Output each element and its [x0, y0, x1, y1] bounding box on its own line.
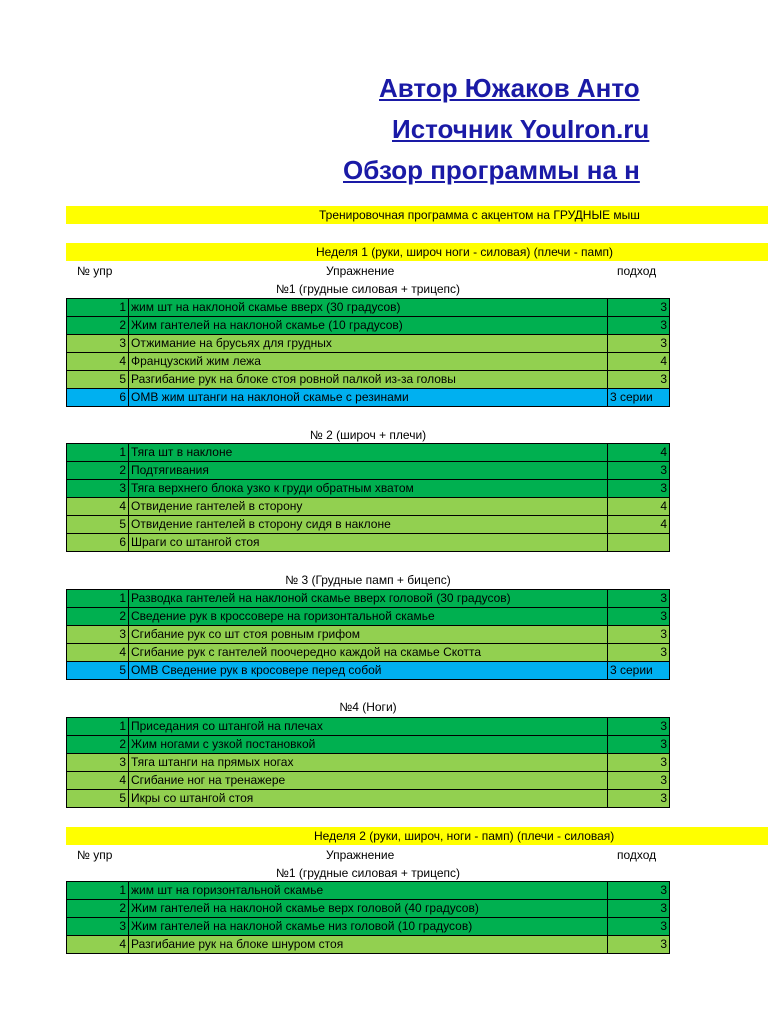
exercise-name: Французский жим лежа	[129, 353, 608, 371]
exercise-sets: 4	[608, 444, 670, 462]
review-link[interactable]: Обзор программы на н	[343, 155, 640, 185]
exercise-sets: 4	[608, 498, 670, 516]
table-row	[67, 626, 670, 644]
table-row	[67, 900, 670, 918]
exercise-number: 2	[67, 317, 129, 335]
col-header-num: № упр	[77, 264, 113, 278]
table-row	[67, 462, 670, 480]
exercise-number: 4	[67, 936, 129, 954]
exercise-number: 3	[67, 918, 129, 936]
table-row	[67, 662, 670, 680]
exercise-number: 4	[67, 353, 129, 371]
group-title: №1 (грудные силовая + трицепс)	[275, 282, 461, 296]
table-row	[67, 736, 670, 754]
exercise-sets: 3	[608, 736, 670, 754]
exercise-name: Жим гантелей на наклоной скамье верх головой (40 градусов)	[129, 900, 608, 918]
exercise-sets: 3	[608, 371, 670, 389]
exercise-number: 5	[67, 371, 129, 389]
exercise-number: 1	[67, 299, 129, 317]
table-row	[67, 754, 670, 772]
table-row	[67, 790, 670, 808]
exercise-number: 1	[67, 718, 129, 736]
exercise-number: 1	[67, 882, 129, 900]
exercise-name: Сведение рук в кроссовере на горизонтальной скамье	[129, 608, 608, 626]
week-1-title: Неделя 1 (руки, широч ноги - силовая) (плечи - памп)	[316, 245, 613, 259]
exercise-sets: 3	[608, 882, 670, 900]
exercise-sets: 3	[608, 590, 670, 608]
author-link[interactable]: Автор Южаков Анто	[379, 73, 640, 103]
exercise-sets: 3	[608, 918, 670, 936]
exercise-number: 4	[67, 498, 129, 516]
table-row	[67, 718, 670, 736]
table-row	[67, 590, 670, 608]
table-row	[67, 534, 670, 552]
exercise-name: Тяга штанги на прямых ногах	[129, 754, 608, 772]
exercise-number: 1	[67, 444, 129, 462]
exercise-name: Подтягивания	[129, 462, 608, 480]
table-row	[67, 299, 670, 317]
exercise-table	[66, 589, 670, 680]
exercise-number: 2	[67, 900, 129, 918]
table-row	[67, 918, 670, 936]
exercise-sets: 3	[608, 608, 670, 626]
table-row	[67, 353, 670, 371]
week-2-title: Неделя 2 (руки, широч, ноги - памп) (плечи - силовая)	[314, 829, 615, 843]
exercise-sets: 3	[608, 790, 670, 808]
exercise-name: Сгибание рук со шт стоя ровным грифом	[129, 626, 608, 644]
exercise-number: 4	[67, 644, 129, 662]
exercise-number: 5	[67, 662, 129, 680]
table-row	[67, 371, 670, 389]
table-row	[67, 936, 670, 954]
exercise-sets: 3	[608, 936, 670, 954]
group-title: № 3 (Грудные памп + бицепс)	[285, 573, 451, 587]
exercise-number: 5	[67, 790, 129, 808]
exercise-sets: 4	[608, 516, 670, 534]
exercise-number: 3	[67, 626, 129, 644]
table-row	[67, 480, 670, 498]
col-header-sets: подход	[617, 848, 657, 862]
exercise-sets: 3	[608, 299, 670, 317]
group-title: №1 (грудные силовая + трицепс)	[275, 866, 461, 880]
col-header-exercise: Упражнение	[326, 264, 395, 278]
exercise-name: Тяга верхнего блока узко к груди обратным хватом	[129, 480, 608, 498]
exercise-name: жим шт на горизонтальной скамье	[129, 882, 608, 900]
week-2-banner	[66, 827, 768, 845]
exercise-name: жим шт на наклоной скамье вверх (30 градусов)	[129, 299, 608, 317]
exercise-sets: 3 серии	[608, 389, 670, 407]
col-header-num: № упр	[77, 848, 113, 862]
exercise-name: Разгибание рук на блоке стоя ровной палкой из-за головы	[129, 371, 608, 389]
exercise-number: 1	[67, 590, 129, 608]
exercise-number: 4	[67, 772, 129, 790]
exercise-name: Разводка гантелей на наклоной скамье вверх головой (30 градусов)	[129, 590, 608, 608]
exercise-number: 6	[67, 389, 129, 407]
exercise-table	[66, 298, 670, 407]
exercise-name: Отвидение гантелей в сторону сидя в наклоне	[129, 516, 608, 534]
table-row	[67, 608, 670, 626]
exercise-sets: 3	[608, 335, 670, 353]
exercise-sets: 3	[608, 480, 670, 498]
exercise-number: 3	[67, 335, 129, 353]
exercise-sets: 3	[608, 462, 670, 480]
exercise-name: Икры со штангой стоя	[129, 790, 608, 808]
exercise-table	[66, 717, 670, 808]
table-row	[67, 882, 670, 900]
program-title-banner	[66, 206, 768, 224]
exercise-sets: 3	[608, 718, 670, 736]
exercise-name: Отвидение гантелей в сторону	[129, 498, 608, 516]
program-title: Тренировочная программа с акцентом на ГРУДНЫЕ мыш	[319, 208, 640, 222]
table-row	[67, 389, 670, 407]
table-row	[67, 444, 670, 462]
group-title: №4 (Ноги)	[339, 700, 397, 714]
exercise-name: Тяга шт в наклоне	[129, 444, 608, 462]
source-link[interactable]: Источник YouIron.ru	[392, 114, 650, 144]
table-row	[67, 317, 670, 335]
table-row	[67, 516, 670, 534]
exercise-table	[66, 443, 670, 552]
exercise-name: Жим гантелей на наклоной скамье (10 градусов)	[129, 317, 608, 335]
exercise-name: Жим гантелей на наклоной скамье низ головой (10 градусов)	[129, 918, 608, 936]
exercise-sets: 4	[608, 353, 670, 371]
exercise-sets: 3 серии	[608, 662, 670, 680]
group-title: № 2 (широч + плечи)	[309, 428, 427, 442]
exercise-name: Сгибание рук с гантелей поочередно каждой на скамье Скотта	[129, 644, 608, 662]
table-row	[67, 644, 670, 662]
exercise-name: Приседания со штангой на плечах	[129, 718, 608, 736]
exercise-sets: 3	[608, 900, 670, 918]
exercise-number: 3	[67, 480, 129, 498]
exercise-name: Отжимание на брусьях для грудных	[129, 335, 608, 353]
col-header-exercise: Упражнение	[326, 848, 395, 862]
exercise-name: Шраги со штангой стоя	[129, 534, 608, 552]
table-row	[67, 772, 670, 790]
exercise-number: 6	[67, 534, 129, 552]
week-1-banner	[66, 243, 768, 261]
exercise-number: 2	[67, 608, 129, 626]
exercise-sets: 3	[608, 317, 670, 335]
exercise-name: Разгибание рук на блоке шнуром стоя	[129, 936, 608, 954]
exercise-number: 3	[67, 754, 129, 772]
exercise-name: ОМВ жим штанги на наклоной скамье с резинами	[129, 389, 608, 407]
table-row	[67, 335, 670, 353]
exercise-sets: 3	[608, 772, 670, 790]
exercise-sets: 3	[608, 754, 670, 772]
exercise-sets: 3	[608, 644, 670, 662]
exercise-name: Жим ногами с узкой постановкой	[129, 736, 608, 754]
exercise-number: 5	[67, 516, 129, 534]
exercise-number: 2	[67, 736, 129, 754]
exercise-name: ОМВ Сведение рук в кросовере перед собой	[129, 662, 608, 680]
exercise-sets	[608, 534, 670, 552]
exercise-number: 2	[67, 462, 129, 480]
exercise-sets: 3	[608, 626, 670, 644]
exercise-name: Сгибание ног на тренажере	[129, 772, 608, 790]
table-row	[67, 498, 670, 516]
col-header-sets: подход	[617, 264, 657, 278]
exercise-table	[66, 881, 670, 954]
